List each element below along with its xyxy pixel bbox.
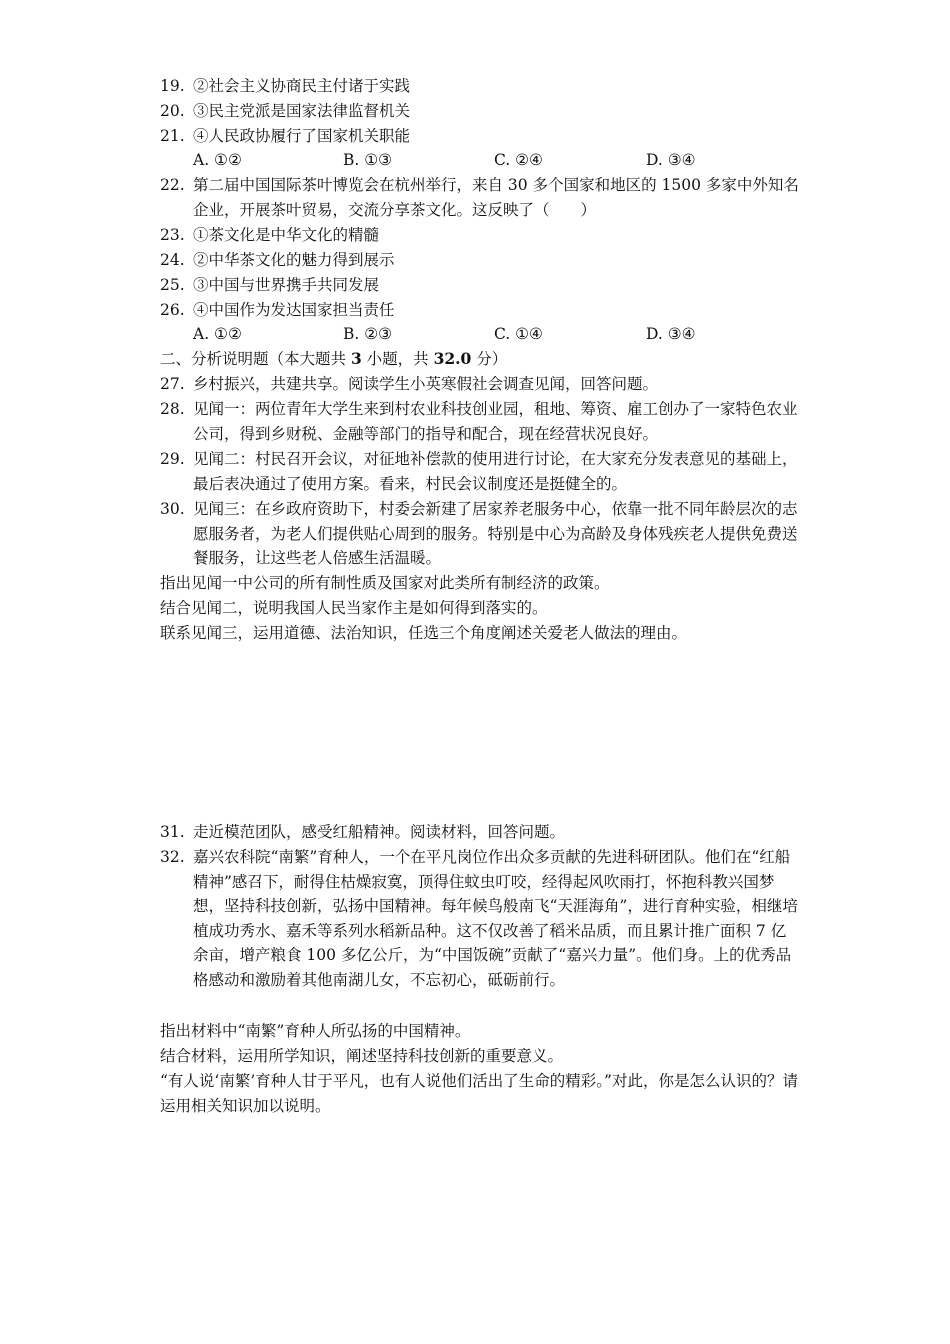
- question-text: 走近模范团队，感受红船精神。阅读材料，回答问题。: [193, 823, 566, 841]
- option-c: C. ①④: [494, 325, 543, 343]
- question-text: 见闻三：在乡政府资助下，村委会新建了居家养老服务中心，依靠一批不同年龄层次的志愿服务者，为老人们提供贴心周到的服务。特别是中心为高龄及身体残疾老人提供免费送餐服务，让这些老人倍感生活温暖。: [193, 500, 798, 567]
- question-number: 31.: [160, 823, 185, 841]
- option-d: D. ③④: [646, 325, 696, 343]
- option-a: A. ①②: [193, 325, 242, 343]
- question-text: 见闻一：两位青年大学生来到村农业科技创业园，租地、筹资、雇工创办了一家特色农业公司，得到乡财税、金融等部门的指导和配合，现在经营状况良好。: [193, 400, 798, 443]
- question-number: 27.: [160, 375, 185, 393]
- question-text: ④中国作为发达国家担当责任: [193, 301, 395, 319]
- question-number: 24.: [160, 251, 185, 269]
- question-number: 28.: [160, 400, 185, 418]
- question-number: 22.: [160, 176, 185, 194]
- question-number: 19.: [160, 77, 185, 95]
- sub-question-2: 结合见闻二，说明我国人民当家作主是如何得到落实的。: [160, 599, 548, 617]
- option-b: B. ②③: [343, 325, 393, 343]
- section-heading-mid: 小题，共: [361, 350, 434, 368]
- answer-options-2: [193, 322, 793, 346]
- option-a: A. ①②: [193, 151, 242, 169]
- sub-question-5: 结合材料，运用所学知识，阐述坚持科技创新的重要意义。: [160, 1047, 564, 1065]
- question-text: ②社会主义协商民主付诸于实践: [193, 77, 411, 95]
- question-number: 25.: [160, 276, 185, 294]
- question-text: ④人民政协履行了国家机关职能: [193, 127, 411, 145]
- section-question-count: 3: [350, 349, 362, 368]
- question-number: 30.: [160, 500, 185, 518]
- question-number: 32.: [160, 848, 185, 866]
- question-text: 第二届中国国际茶叶博览会在杭州举行，来自 30 多个国家和地区的 1500 多家中外知名企业，开展茶叶贸易，交流分享茶文化。这反映了（ ）: [193, 176, 799, 219]
- sub-question-6: “有人说‘南繁’育种人甘于平凡，也有人说他们活出了生命的精彩。”对此，你是怎么认识的？请运用相关知识加以说明。: [160, 1072, 798, 1115]
- question-text: ③民主党派是国家法律监督机关: [193, 102, 411, 120]
- sub-question-3: 联系见闻三，运用道德、法治知识，任选三个角度阐述关爱老人做法的理由。: [160, 624, 688, 642]
- sub-question-1: 指出见闻一中公司的所有制性质及国家对此类所有制经济的政策。: [160, 574, 610, 592]
- answer-options-1: [193, 148, 793, 172]
- sub-question-4: 指出材料中“南繁”育种人所弘扬的中国精神。: [160, 1022, 471, 1040]
- question-text: ①茶文化是中华文化的精髓: [193, 226, 380, 244]
- question-number: 23.: [160, 226, 185, 244]
- section-score: 32.0: [433, 349, 472, 368]
- question-number: 20.: [160, 102, 185, 120]
- option-c: C. ②④: [494, 151, 543, 169]
- question-text: 嘉兴农科院“南繁”育种人，一个在平凡岗位作出众多贡献的先进科研团队。他们在“红船精神”感召下，耐得住枯燥寂寞，顶得住蚊虫叮咬，经得起风吹雨打，怀抱科教兴国梦想，坚持科技创新，弘扬中国精神。每年候鸟般南飞“天涯海角”，进行育种实验，相继培植成功秀水、嘉禾等系列水稻新品种。这不仅改善了稻米品质，而且累计推广面积 7 亿余亩，增产粮食 100 多亿公斤，为“中国饭碗”贡献了“嘉兴力量”。他们身。上的优秀品格感动和激励着其他南湖儿女，不忘初心，砥砺前行。: [193, 848, 798, 989]
- question-number: 21.: [160, 127, 185, 145]
- option-b: B. ①③: [343, 151, 393, 169]
- section-heading: [160, 347, 800, 372]
- question-number: 29.: [160, 450, 185, 468]
- question-text: ③中国与世界携手共同发展: [193, 276, 380, 294]
- question-text: 乡村振兴，共建共享。阅读学生小英寒假社会调查见闻，回答问题。: [193, 375, 659, 393]
- section-heading-post: 分）: [471, 350, 508, 368]
- question-text: 见闻二：村民召开会议，对征地补偿款的使用进行讨论，在大家充分发表意见的基础上，最后表决通过了使用方案。看来，村民会议制度还是挺健全的。: [193, 450, 798, 493]
- section-heading-pre: 二、分析说明题（本大题共: [160, 350, 351, 368]
- option-d: D. ③④: [646, 151, 696, 169]
- question-text: ②中华茶文化的魅力得到展示: [193, 251, 395, 269]
- question-number: 26.: [160, 301, 185, 319]
